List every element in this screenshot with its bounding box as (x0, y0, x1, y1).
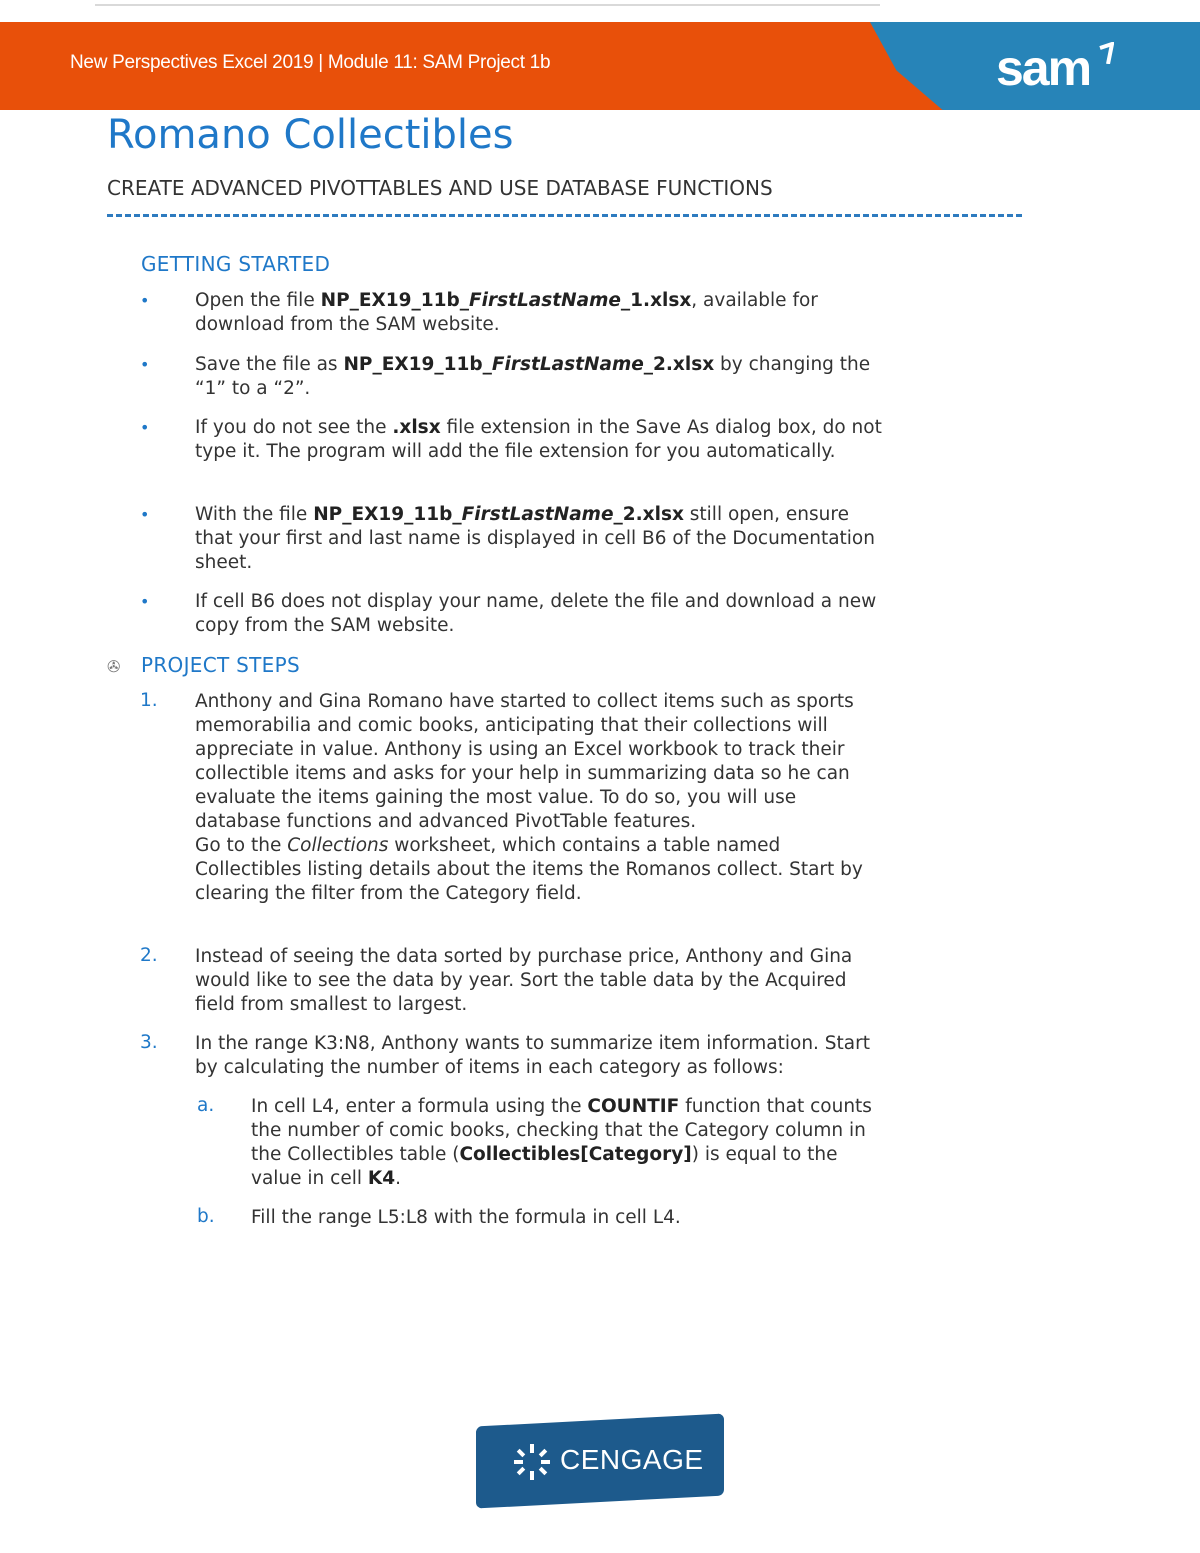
sam-logo: sam (996, 40, 1091, 96)
step-number: 2. (140, 945, 158, 966)
bullet-icon: • (140, 592, 150, 611)
substep-item: Fill the range L5:L8 with the formula in cell L4. (251, 1207, 681, 1228)
list-item: If cell B6 does not display your name, delete the file and download a new copy from the SAM website. (195, 591, 877, 636)
document-title: Romano Collectibles (107, 112, 514, 158)
step-number: 3. (140, 1032, 158, 1053)
step-item: Anthony and Gina Romano have started to collect items such as sports memorabilia and comic books, anticipating that their collections will appreciate in value. Anthony is using an Excel workbook to track their collectible items and asks for your help in summarizing data so he can evaluate the items gaining the most value. To do so, you will use database functions and advanced PivotTable features. Go to the Collections worksheet, which contains a table named Collectibles listing details about the items the Romanos collect. Start by clearing the filter from the Category field. (195, 691, 863, 904)
getting-started-heading: GETTING STARTED (141, 252, 331, 276)
substep-item: In cell L4, enter a formula using the COUNTIF function that counts the number of comic books, checking that the Category column in the Collectibles table (Collectibles[Category]) is equal to the value in cell K4. (251, 1096, 872, 1189)
step-item: Instead of seeing the data sorted by purchase price, Anthony and Gina would like to see the data by year. Sort the table data by the Acquired field from smallest to largest. (195, 946, 853, 1015)
sam-logo-tick-icon (1098, 42, 1114, 64)
project-steps-heading: PROJECT STEPS (141, 653, 300, 677)
title-divider (107, 214, 1022, 217)
substep-letter: a. (197, 1095, 215, 1116)
bullet-icon: • (140, 418, 150, 437)
steps-icon: ✇ (107, 657, 121, 676)
document-subtitle: CREATE ADVANCED PIVOTTABLES AND USE DATABASE FUNCTIONS (107, 176, 773, 200)
header-title: New Perspectives Excel 2019 | Module 11: SAM Project 1b (70, 52, 551, 73)
step-item: In the range K3:N8, Anthony wants to summarize item information. Start by calculating the number of items in each category as follows: (195, 1033, 870, 1078)
bullet-icon: • (140, 505, 150, 524)
list-item: If you do not see the .xlsx file extension in the Save As dialog box, do not type it. The program will add the file extension for you automatically. (195, 417, 882, 462)
step-number: 1. (140, 690, 158, 711)
bullet-icon: • (140, 291, 150, 310)
cengage-logo-text: CENGAGE (560, 1444, 704, 1475)
bullet-icon: • (140, 355, 150, 374)
cengage-logo-icon (512, 1442, 552, 1482)
list-item: Open the file NP_EX19_11b_FirstLastName_1.xlsx, available for download from the SAM website. (195, 290, 818, 335)
substep-letter: b. (197, 1206, 215, 1227)
list-item: With the file NP_EX19_11b_FirstLastName_2.xlsx still open, ensure that your first and last name is displayed in cell B6 of the Documentation sheet. (195, 504, 875, 573)
list-item: Save the file as NP_EX19_11b_FirstLastName_2.xlsx by changing the “1” to a “2”. (195, 354, 871, 399)
